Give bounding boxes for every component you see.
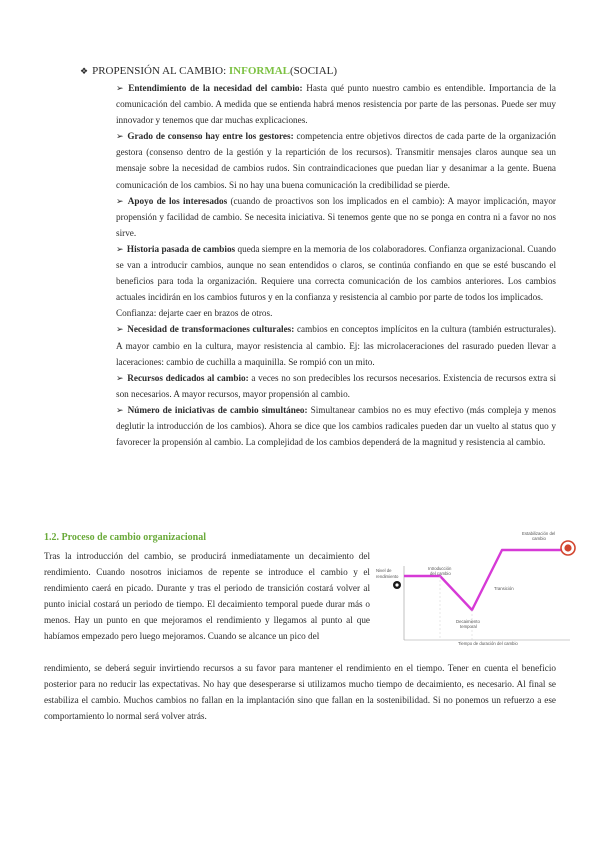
arrow-bullet-icon: ➢ xyxy=(116,131,124,142)
heading-accent: INFORMAL xyxy=(228,65,290,77)
list-item xyxy=(116,402,556,450)
intro-label-line1: Introducción xyxy=(428,566,452,571)
item-text: Hasta qué punto nuestro cambio es entendible. Importancia de la comunicación del cambio. A medida que se entienda habrá menos resistencia por parte de las personas. Puede ser muy innovador y tenemos que dar muchas explicaciones. xyxy=(116,83,557,126)
item-title: Necesidad de transformaciones culturales: xyxy=(127,324,295,335)
paragraph-intro: Tras la introducción del cambio, se producirá inmediatamente un decaimiento del rendimiento. Cuando nosotros iniciamos de repente se introduce el cambio y el rendimiento caerá en picado. Durante y tras el periodo de transición costará volver al punto inicial costará un periodo de tiempo. El decaimiento temporal puede durar más o menos. Hay un punto en que mejoramos el rendimiento y llegamos al punto al que habíamos empezado pero luego mejoramos. Cuando se alcance un pico del xyxy=(44,551,370,642)
item-text: cambios en conceptos implícitos en la cultura (también estructurales). A mayor cambio en la cultura, mayor resistencia al cambio. Ej: las microlaceraciones del rasurado pueden llevar a laceraciones: cambio de cuchilla a maquinilla. Se rompió con un mito. xyxy=(116,324,557,367)
intro-label-line2: del cambio xyxy=(430,571,451,576)
decay-label-line2: temporal xyxy=(460,624,477,629)
arrow-bullet-icon: ➢ xyxy=(116,83,124,93)
item-title: Grado de consenso hay entre los gestores: xyxy=(127,131,294,142)
list-item xyxy=(116,80,556,128)
paragraph-continuation: rendimiento, se deberá seguir invirtiendo recursos a su favor para mantener el rendimiento en el tiempo. Tener en cuenta el beneficio posterior para no reducir las expectativas. No hay que desesperarse si utilizamos mucho tiempo de decaimiento, es necesario. Al final se estabiliza el cambio. Muchos cambios no fallan en la implantación sino que fallan en la sostenibilidad. Si no ponemos un refuerzo a ese comportamiento lo normal será volver atrás. xyxy=(44,663,556,722)
y-axis-label-line2: rendimiento xyxy=(376,574,399,579)
target-marker-center xyxy=(564,544,571,551)
arrow-bullet-icon: ➢ xyxy=(116,372,124,383)
item-text: competencia entre objetivos directos de cada parte de la organización gestora (consenso dentro de la gestión y la repartición de los recursos). Transmitir mensajes claros aunque sea un mensaje sobre la necesidad de cambios rudos. Sin contraindicaciones que puedan liar y desanimar a la gente. Buena comunicación de los cambios. Si no hay una buena comunicación la credibilidad se pierde. xyxy=(116,131,557,190)
list-item xyxy=(116,241,556,305)
item-title: Apoyo de los interesados xyxy=(127,195,228,206)
heading-prefix: PROPENSIÓN AL CAMBIO: xyxy=(92,65,229,77)
decay-label-line1: Decaimiento xyxy=(456,619,480,624)
arrow-bullet-icon: ➢ xyxy=(116,404,124,415)
arrow-bullet-icon: ➢ xyxy=(116,195,124,206)
stabilization-label-line1: Estabilización del xyxy=(522,531,556,536)
y-axis-label-line1: Nivel de xyxy=(376,568,392,573)
item-title: Recursos dedicados al cambio: xyxy=(127,372,249,383)
list-item xyxy=(116,370,556,402)
item-extra-line: Confianza: dejarte caer en brazos de otros. xyxy=(116,308,273,319)
heading-suffix: (SOCIAL) xyxy=(290,65,338,77)
change-curve-diagram xyxy=(374,528,580,646)
item-title: Entendimiento de la necesidad del cambio: xyxy=(128,83,303,93)
item-title: Número de iniciativas de cambio simultáneo: xyxy=(127,404,308,415)
arrow-bullet-icon: ➢ xyxy=(116,324,124,335)
transition-label: Transición xyxy=(494,586,514,591)
item-text: Simultanear cambios no es muy efectivo (más compleja y menos deglutir la introducción de los cambios). Ahora se dice que los cambios radicales pueden dar un vuelto al status quo y favorecer la propensión al cambio. La complejidad de los cambios dependerá de la magnitud y resistencia al cambio. xyxy=(116,404,556,448)
diamond-bullet-icon: ❖ xyxy=(80,66,89,76)
bullet-list xyxy=(116,80,556,450)
start-marker-center xyxy=(395,583,398,586)
item-text: a veces no son predecibles los recursos necesarios. Existencia de recursos extra si son necesarios. A mayor recursos, mayor propensión al cambio. xyxy=(116,372,556,399)
section-heading xyxy=(80,64,337,78)
x-axis-label: Tiempo de duración del cambio xyxy=(458,641,518,646)
performance-curve xyxy=(404,550,570,610)
item-text: queda siempre en la memoria de los colaboradores. Confianza organizacional. Cuando se van a introducir cambios, aunque no sean entendidos o claros, se continúa confiando en que se esté buscando el beneficios para toda la organización. Requiere una correcta comunicación de los cambios anteriores. Los cambios actuales incidirán en los cambios futuros y en la confianza y resistencia al cambio por parte de todos los implicados. xyxy=(116,243,556,303)
item-title: Historia pasada de cambios xyxy=(126,243,236,254)
subsection-title: 1.2. Proceso de cambio organizacional xyxy=(44,532,207,543)
list-item xyxy=(116,128,556,192)
stabilization-label-line2: cambio xyxy=(532,536,546,541)
list-item xyxy=(116,193,556,241)
change-curve-svg xyxy=(374,528,580,646)
arrow-bullet-icon: ➢ xyxy=(116,243,124,254)
item-text: (cuando de proactivos son los implicados en el cambio): A mayor implicación, mayor propensión y facilidad de cambio. Se necesita iniciativa. Si tenemos gente que no se ponga en contra ni a favor no nos sirve. xyxy=(116,195,556,238)
list-item xyxy=(116,321,556,369)
